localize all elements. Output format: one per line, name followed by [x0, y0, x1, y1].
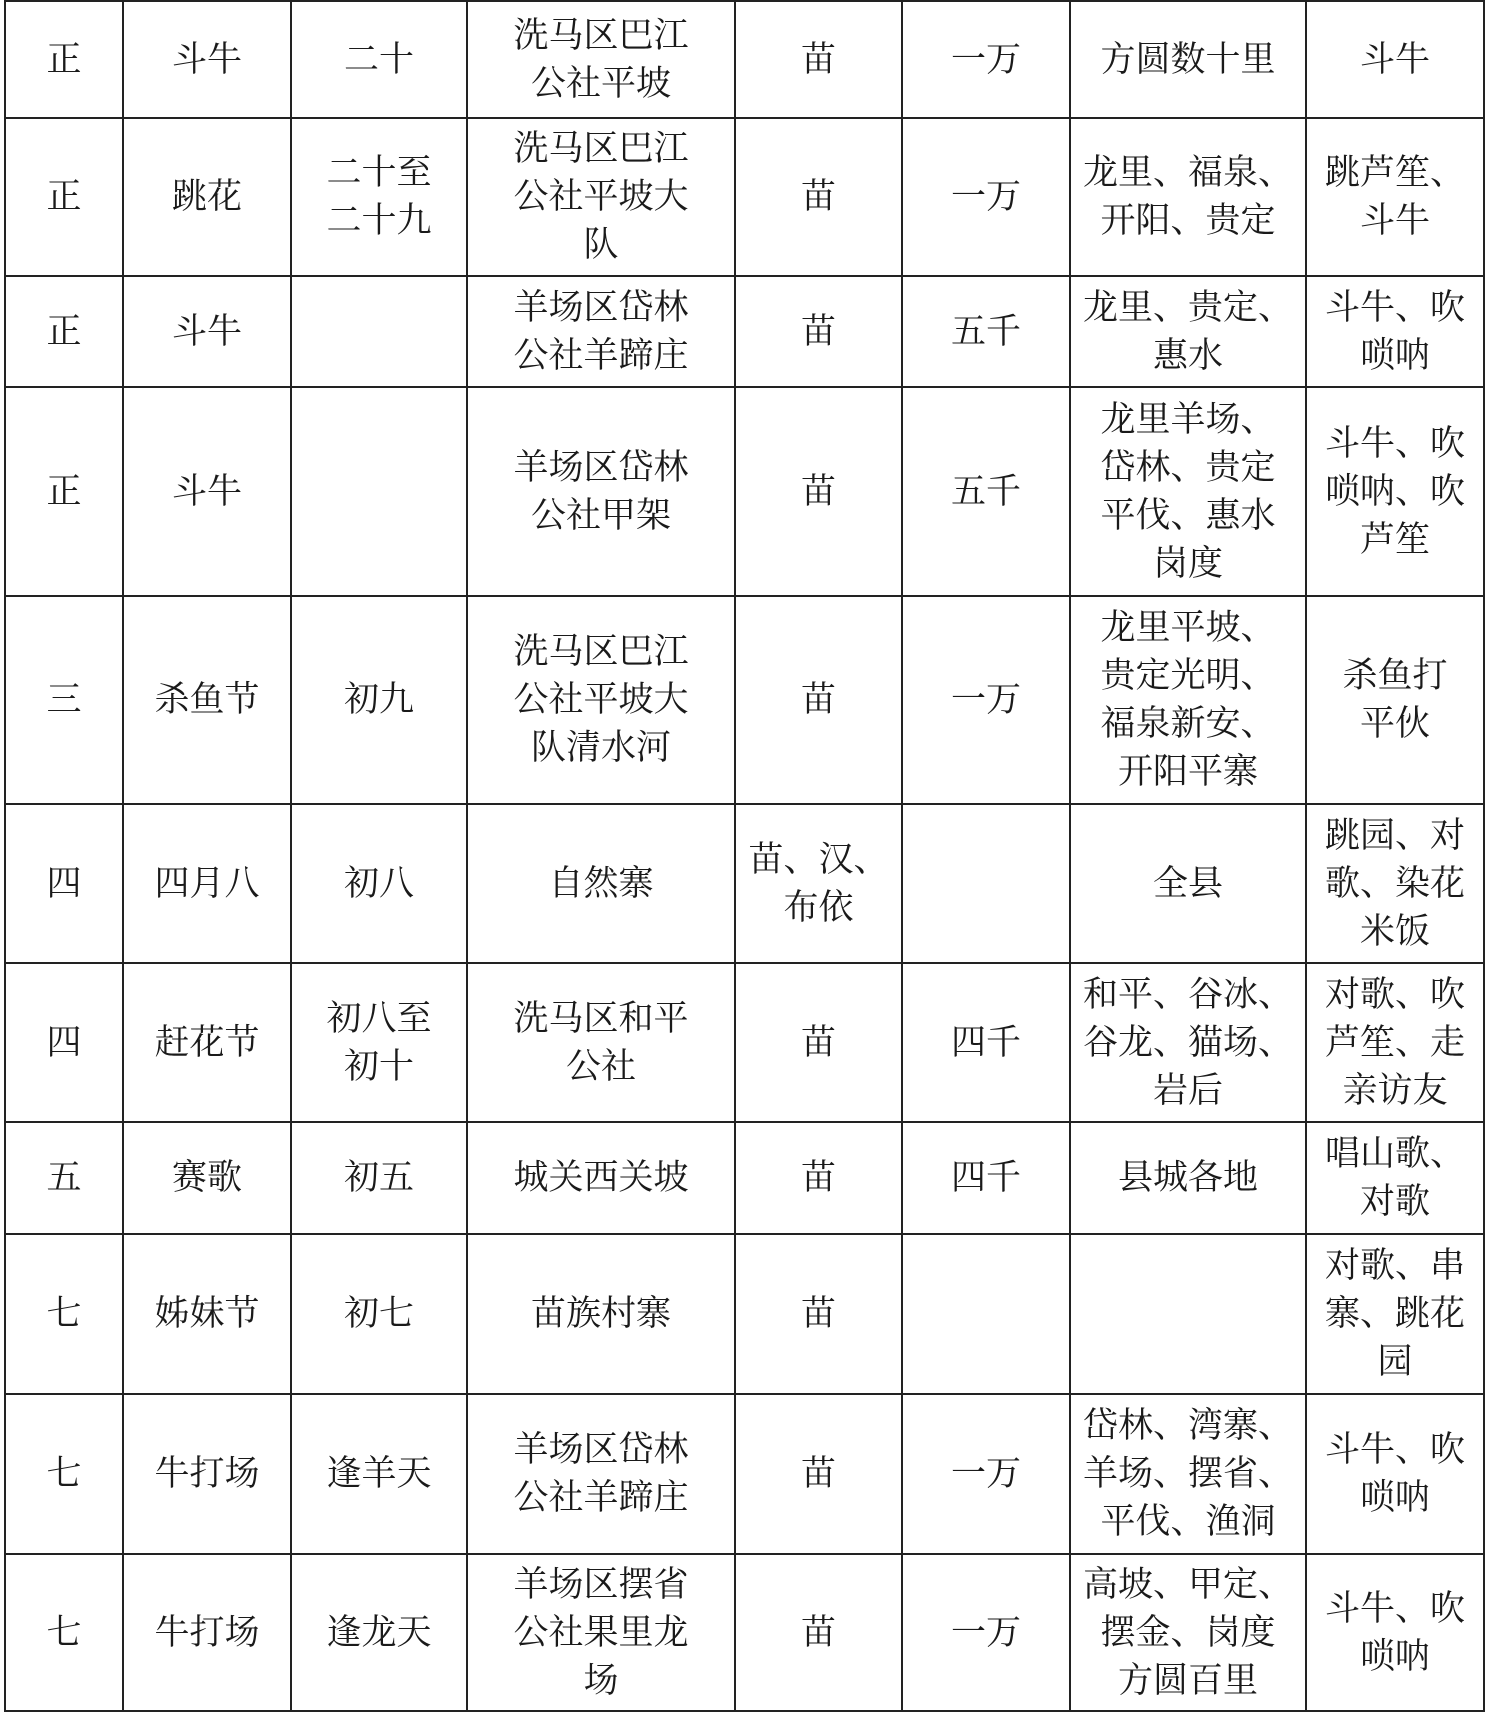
date-cell [291, 276, 467, 387]
cell-text-line: 正 [46, 471, 82, 512]
cell-text-line: 杀鱼打 [1342, 656, 1448, 696]
cell-text-line: 洗马区巴江 [513, 129, 689, 169]
cell-text-line: 正 [46, 39, 82, 80]
cell-text-line: 三 [46, 680, 82, 720]
cell-text-line: 苗 [800, 1022, 836, 1063]
cell-text-line: 一万 [950, 39, 1021, 80]
cell-text-line: 二十九 [326, 201, 432, 241]
participant-area-cell [1070, 1554, 1306, 1711]
ethnicity-cell [735, 1122, 902, 1234]
cell-text-line: 苗 [800, 1294, 836, 1334]
cell-text-line: 自然寨 [548, 863, 654, 904]
attendance-cell [902, 387, 1070, 596]
cell-text-line: 龙里、福泉、 [1082, 153, 1293, 193]
cell-text-line: 初七 [343, 1294, 414, 1334]
month-cell [5, 387, 123, 596]
date-cell [291, 118, 467, 276]
cell-text-line: 牛打场 [154, 1454, 260, 1494]
cell-text-line: 公社羊蹄庄 [513, 1478, 689, 1518]
cell-text-line: 初八 [343, 863, 414, 904]
table-row [5, 804, 1484, 963]
cell-text-line: 羊场、摆省、 [1082, 1454, 1293, 1494]
ethnicity-cell [735, 1, 902, 118]
cell-text-line: 惠水 [1152, 335, 1223, 376]
cell-text-line: 贵定光明、 [1100, 656, 1276, 696]
cell-text-line: 五千 [950, 471, 1021, 512]
activity-cell [1306, 963, 1484, 1122]
attendance-cell [902, 804, 1070, 963]
cell-text-line: 唢呐 [1359, 335, 1430, 376]
month-cell [5, 804, 123, 963]
cell-text-line: 七 [46, 1294, 82, 1334]
cell-text-line: 羊场区摆省 [513, 1564, 689, 1605]
cell-text-line: 歌、染花 [1324, 863, 1465, 904]
attendance-cell [902, 1, 1070, 118]
cell-text-line: 唢呐 [1359, 1636, 1430, 1677]
attendance-cell [902, 276, 1070, 387]
cell-text-line: 跳园、对 [1324, 815, 1465, 856]
ethnicity-cell [735, 596, 902, 804]
cell-text-line: 苗族村寨 [530, 1294, 671, 1334]
participant-area-cell [1070, 387, 1306, 596]
cell-text-line: 逢龙天 [326, 1612, 432, 1653]
participant-area-cell [1070, 276, 1306, 387]
cell-text-line: 对歌、吹 [1324, 974, 1465, 1015]
cell-text-line: 苗 [800, 1612, 836, 1653]
cell-text-line: 斗牛、吹 [1324, 287, 1465, 328]
activity-cell [1306, 276, 1484, 387]
cell-text-line: 龙里平坡、 [1100, 608, 1276, 648]
cell-text-line: 斗牛 [1359, 39, 1430, 80]
cell-text-line: 苗 [800, 1454, 836, 1494]
table-row [5, 276, 1484, 387]
cell-text-line: 初八至 [326, 998, 432, 1039]
date-cell [291, 387, 467, 596]
cell-text-line: 岱林、湾寨、 [1082, 1406, 1293, 1446]
cell-text-line: 队 [583, 225, 619, 265]
cell-text-line: 斗牛 [171, 39, 242, 80]
cell-text-line: 队清水河 [530, 728, 671, 768]
cell-text-line: 和平、谷冰、 [1082, 974, 1293, 1015]
month-cell [5, 1, 123, 118]
ethnicity-cell [735, 1554, 902, 1711]
attendance-cell [902, 1554, 1070, 1711]
cell-text-line: 平伙 [1359, 704, 1430, 744]
cell-text-line: 公社羊蹄庄 [513, 335, 689, 376]
festival-name-cell [123, 118, 291, 276]
cell-text-line: 杀鱼节 [154, 680, 260, 720]
cell-text-line: 公社平坡 [530, 63, 671, 104]
location-cell [467, 963, 735, 1122]
cell-text-line: 苗 [800, 1158, 836, 1198]
location-cell [467, 596, 735, 804]
cell-text-line: 开阳、贵定 [1100, 201, 1276, 241]
participant-area-cell [1070, 804, 1306, 963]
month-cell [5, 1234, 123, 1394]
table-row [5, 1, 1484, 118]
table-row [5, 1394, 1484, 1554]
cell-text-line: 七 [46, 1454, 82, 1494]
month-cell [5, 596, 123, 804]
cell-text-line: 摆金、岗度 [1100, 1612, 1276, 1653]
cell-text-line: 方圆百里 [1117, 1660, 1258, 1701]
festival-name-cell [123, 1394, 291, 1554]
table-row [5, 1122, 1484, 1234]
cell-text-line: 对歌 [1359, 1182, 1430, 1222]
cell-text-line: 四月八 [154, 863, 260, 904]
table-row [5, 1234, 1484, 1394]
date-cell [291, 1, 467, 118]
cell-text-line: 园 [1377, 1342, 1413, 1382]
date-cell [291, 1122, 467, 1234]
participant-area-cell [1070, 118, 1306, 276]
cell-text-line: 全县 [1152, 863, 1223, 904]
cell-text-line: 七 [46, 1612, 82, 1653]
cell-text-line: 一万 [950, 1454, 1021, 1494]
date-cell [291, 1394, 467, 1554]
attendance-cell [902, 1394, 1070, 1554]
ethnicity-cell [735, 804, 902, 963]
festival-name-cell [123, 1554, 291, 1711]
table-row [5, 118, 1484, 276]
cell-text-line: 斗牛 [171, 471, 242, 512]
cell-text-line: 唢呐、吹 [1324, 471, 1465, 512]
ethnicity-cell [735, 118, 902, 276]
festival-name-cell [123, 1122, 291, 1234]
location-cell [467, 118, 735, 276]
cell-text-line: 斗牛 [171, 311, 242, 352]
festival-table [4, 0, 1485, 1712]
month-cell [5, 276, 123, 387]
cell-text-line: 龙里、贵定、 [1082, 287, 1293, 328]
festival-name-cell [123, 1, 291, 118]
month-cell [5, 963, 123, 1122]
cell-text-line: 一万 [950, 680, 1021, 720]
ethnicity-cell [735, 387, 902, 596]
cell-text-line: 斗牛 [1359, 201, 1430, 241]
cell-text-line: 羊场区岱林 [513, 447, 689, 488]
cell-text-line: 布依 [783, 887, 854, 928]
cell-text-line: 高坡、甲定、 [1082, 1564, 1293, 1605]
participant-area-cell [1070, 1122, 1306, 1234]
activity-cell [1306, 804, 1484, 963]
month-cell [5, 1394, 123, 1554]
activity-cell [1306, 596, 1484, 804]
date-cell [291, 1234, 467, 1394]
cell-text-line: 正 [46, 311, 82, 352]
cell-text-line: 苗 [800, 177, 836, 217]
attendance-cell [902, 118, 1070, 276]
cell-text-line: 苗 [800, 39, 836, 80]
cell-text-line: 五 [46, 1158, 82, 1198]
attendance-cell [902, 963, 1070, 1122]
cell-text-line: 公社平坡大 [513, 177, 689, 217]
cell-text-line: 四千 [950, 1022, 1021, 1063]
cell-text-line: 牛打场 [154, 1612, 260, 1653]
cell-text-line: 姊妹节 [154, 1294, 260, 1334]
cell-text-line: 开阳平寨 [1117, 752, 1258, 792]
cell-text-line: 公社甲架 [530, 495, 671, 536]
cell-text-line: 洗马区巴江 [513, 632, 689, 672]
location-cell [467, 804, 735, 963]
activity-cell [1306, 387, 1484, 596]
participant-area-cell [1070, 1234, 1306, 1394]
cell-text-line: 斗牛、吹 [1324, 1430, 1465, 1470]
activity-cell [1306, 1554, 1484, 1711]
ethnicity-cell [735, 1394, 902, 1554]
cell-text-line: 县城各地 [1117, 1158, 1258, 1198]
cell-text-line: 一万 [950, 177, 1021, 217]
location-cell [467, 1234, 735, 1394]
date-cell [291, 963, 467, 1122]
cell-text-line: 跳花 [171, 177, 242, 217]
cell-text-line: 平伐、渔洞 [1100, 1502, 1276, 1542]
month-cell [5, 1554, 123, 1711]
festival-name-cell [123, 804, 291, 963]
cell-text-line: 洗马区巴江 [513, 15, 689, 56]
cell-text-line: 方圆数十里 [1100, 39, 1276, 80]
cell-text-line: 苗 [800, 311, 836, 352]
cell-text-line: 场 [583, 1660, 619, 1701]
cell-text-line: 五千 [950, 311, 1021, 352]
cell-text-line: 一万 [950, 1612, 1021, 1653]
cell-text-line: 岱林、贵定 [1100, 447, 1276, 488]
cell-text-line: 平伐、惠水 [1100, 495, 1276, 536]
ethnicity-cell [735, 963, 902, 1122]
cell-text-line: 城关西关坡 [513, 1158, 689, 1198]
location-cell [467, 1, 735, 118]
cell-text-line: 跳芦笙、 [1324, 153, 1465, 193]
location-cell [467, 1394, 735, 1554]
cell-text-line: 芦笙、走 [1324, 1022, 1465, 1063]
cell-text-line: 岗度 [1152, 543, 1223, 584]
cell-text-line: 寨、跳花 [1324, 1294, 1465, 1334]
cell-text-line: 斗牛、吹 [1324, 423, 1465, 464]
cell-text-line: 四 [46, 1022, 82, 1063]
participant-area-cell [1070, 963, 1306, 1122]
cell-text-line: 米饭 [1359, 911, 1430, 952]
cell-text-line: 赶花节 [154, 1022, 260, 1063]
table-row [5, 1554, 1484, 1711]
cell-text-line: 龙里羊场、 [1100, 399, 1276, 440]
cell-text-line: 逢羊天 [326, 1454, 432, 1494]
cell-text-line: 唱山歌、 [1324, 1134, 1465, 1174]
festival-name-cell [123, 963, 291, 1122]
location-cell [467, 387, 735, 596]
cell-text-line: 四千 [950, 1158, 1021, 1198]
attendance-cell [902, 1122, 1070, 1234]
cell-text-line: 羊场区岱林 [513, 1430, 689, 1470]
cell-text-line: 二十 [343, 39, 414, 80]
participant-area-cell [1070, 596, 1306, 804]
cell-text-line: 谷龙、猫场、 [1082, 1022, 1293, 1063]
festival-name-cell [123, 1234, 291, 1394]
cell-text-line: 苗、汉、 [748, 839, 889, 880]
cell-text-line: 四 [46, 863, 82, 904]
month-cell [5, 118, 123, 276]
cell-text-line: 芦笙 [1359, 519, 1430, 560]
cell-text-line: 初五 [343, 1158, 414, 1198]
month-cell [5, 1122, 123, 1234]
date-cell [291, 596, 467, 804]
date-cell [291, 804, 467, 963]
participant-area-cell [1070, 1394, 1306, 1554]
cell-text-line: 对歌、串 [1324, 1246, 1465, 1286]
location-cell [467, 1554, 735, 1711]
cell-text-line: 唢呐 [1359, 1478, 1430, 1518]
attendance-cell [902, 596, 1070, 804]
cell-text-line: 福泉新安、 [1100, 704, 1276, 744]
cell-text-line: 苗 [800, 680, 836, 720]
cell-text-line: 公社平坡大 [513, 680, 689, 720]
table-row [5, 387, 1484, 596]
participant-area-cell [1070, 1, 1306, 118]
cell-text-line: 苗 [800, 471, 836, 512]
activity-cell [1306, 1234, 1484, 1394]
cell-text-line: 洗马区和平 [513, 998, 689, 1039]
festival-name-cell [123, 596, 291, 804]
ethnicity-cell [735, 1234, 902, 1394]
ethnicity-cell [735, 276, 902, 387]
activity-cell [1306, 1122, 1484, 1234]
cell-text-line: 初十 [343, 1046, 414, 1087]
festival-name-cell [123, 387, 291, 596]
cell-text-line: 亲访友 [1342, 1070, 1448, 1111]
cell-text-line: 二十至 [326, 153, 432, 193]
table-row [5, 596, 1484, 804]
table-body [5, 1, 1484, 1711]
table-row [5, 963, 1484, 1122]
location-cell [467, 276, 735, 387]
date-cell [291, 1554, 467, 1711]
activity-cell [1306, 1394, 1484, 1554]
cell-text-line: 岩后 [1152, 1070, 1223, 1111]
activity-cell [1306, 118, 1484, 276]
cell-text-line: 赛歌 [171, 1158, 242, 1198]
festival-name-cell [123, 276, 291, 387]
activity-cell [1306, 1, 1484, 118]
cell-text-line: 初九 [343, 680, 414, 720]
cell-text-line: 羊场区岱林 [513, 287, 689, 328]
location-cell [467, 1122, 735, 1234]
attendance-cell [902, 1234, 1070, 1394]
cell-text-line: 公社 [565, 1046, 636, 1087]
cell-text-line: 正 [46, 177, 82, 217]
cell-text-line: 斗牛、吹 [1324, 1588, 1465, 1629]
cell-text-line: 公社果里龙 [513, 1612, 689, 1653]
